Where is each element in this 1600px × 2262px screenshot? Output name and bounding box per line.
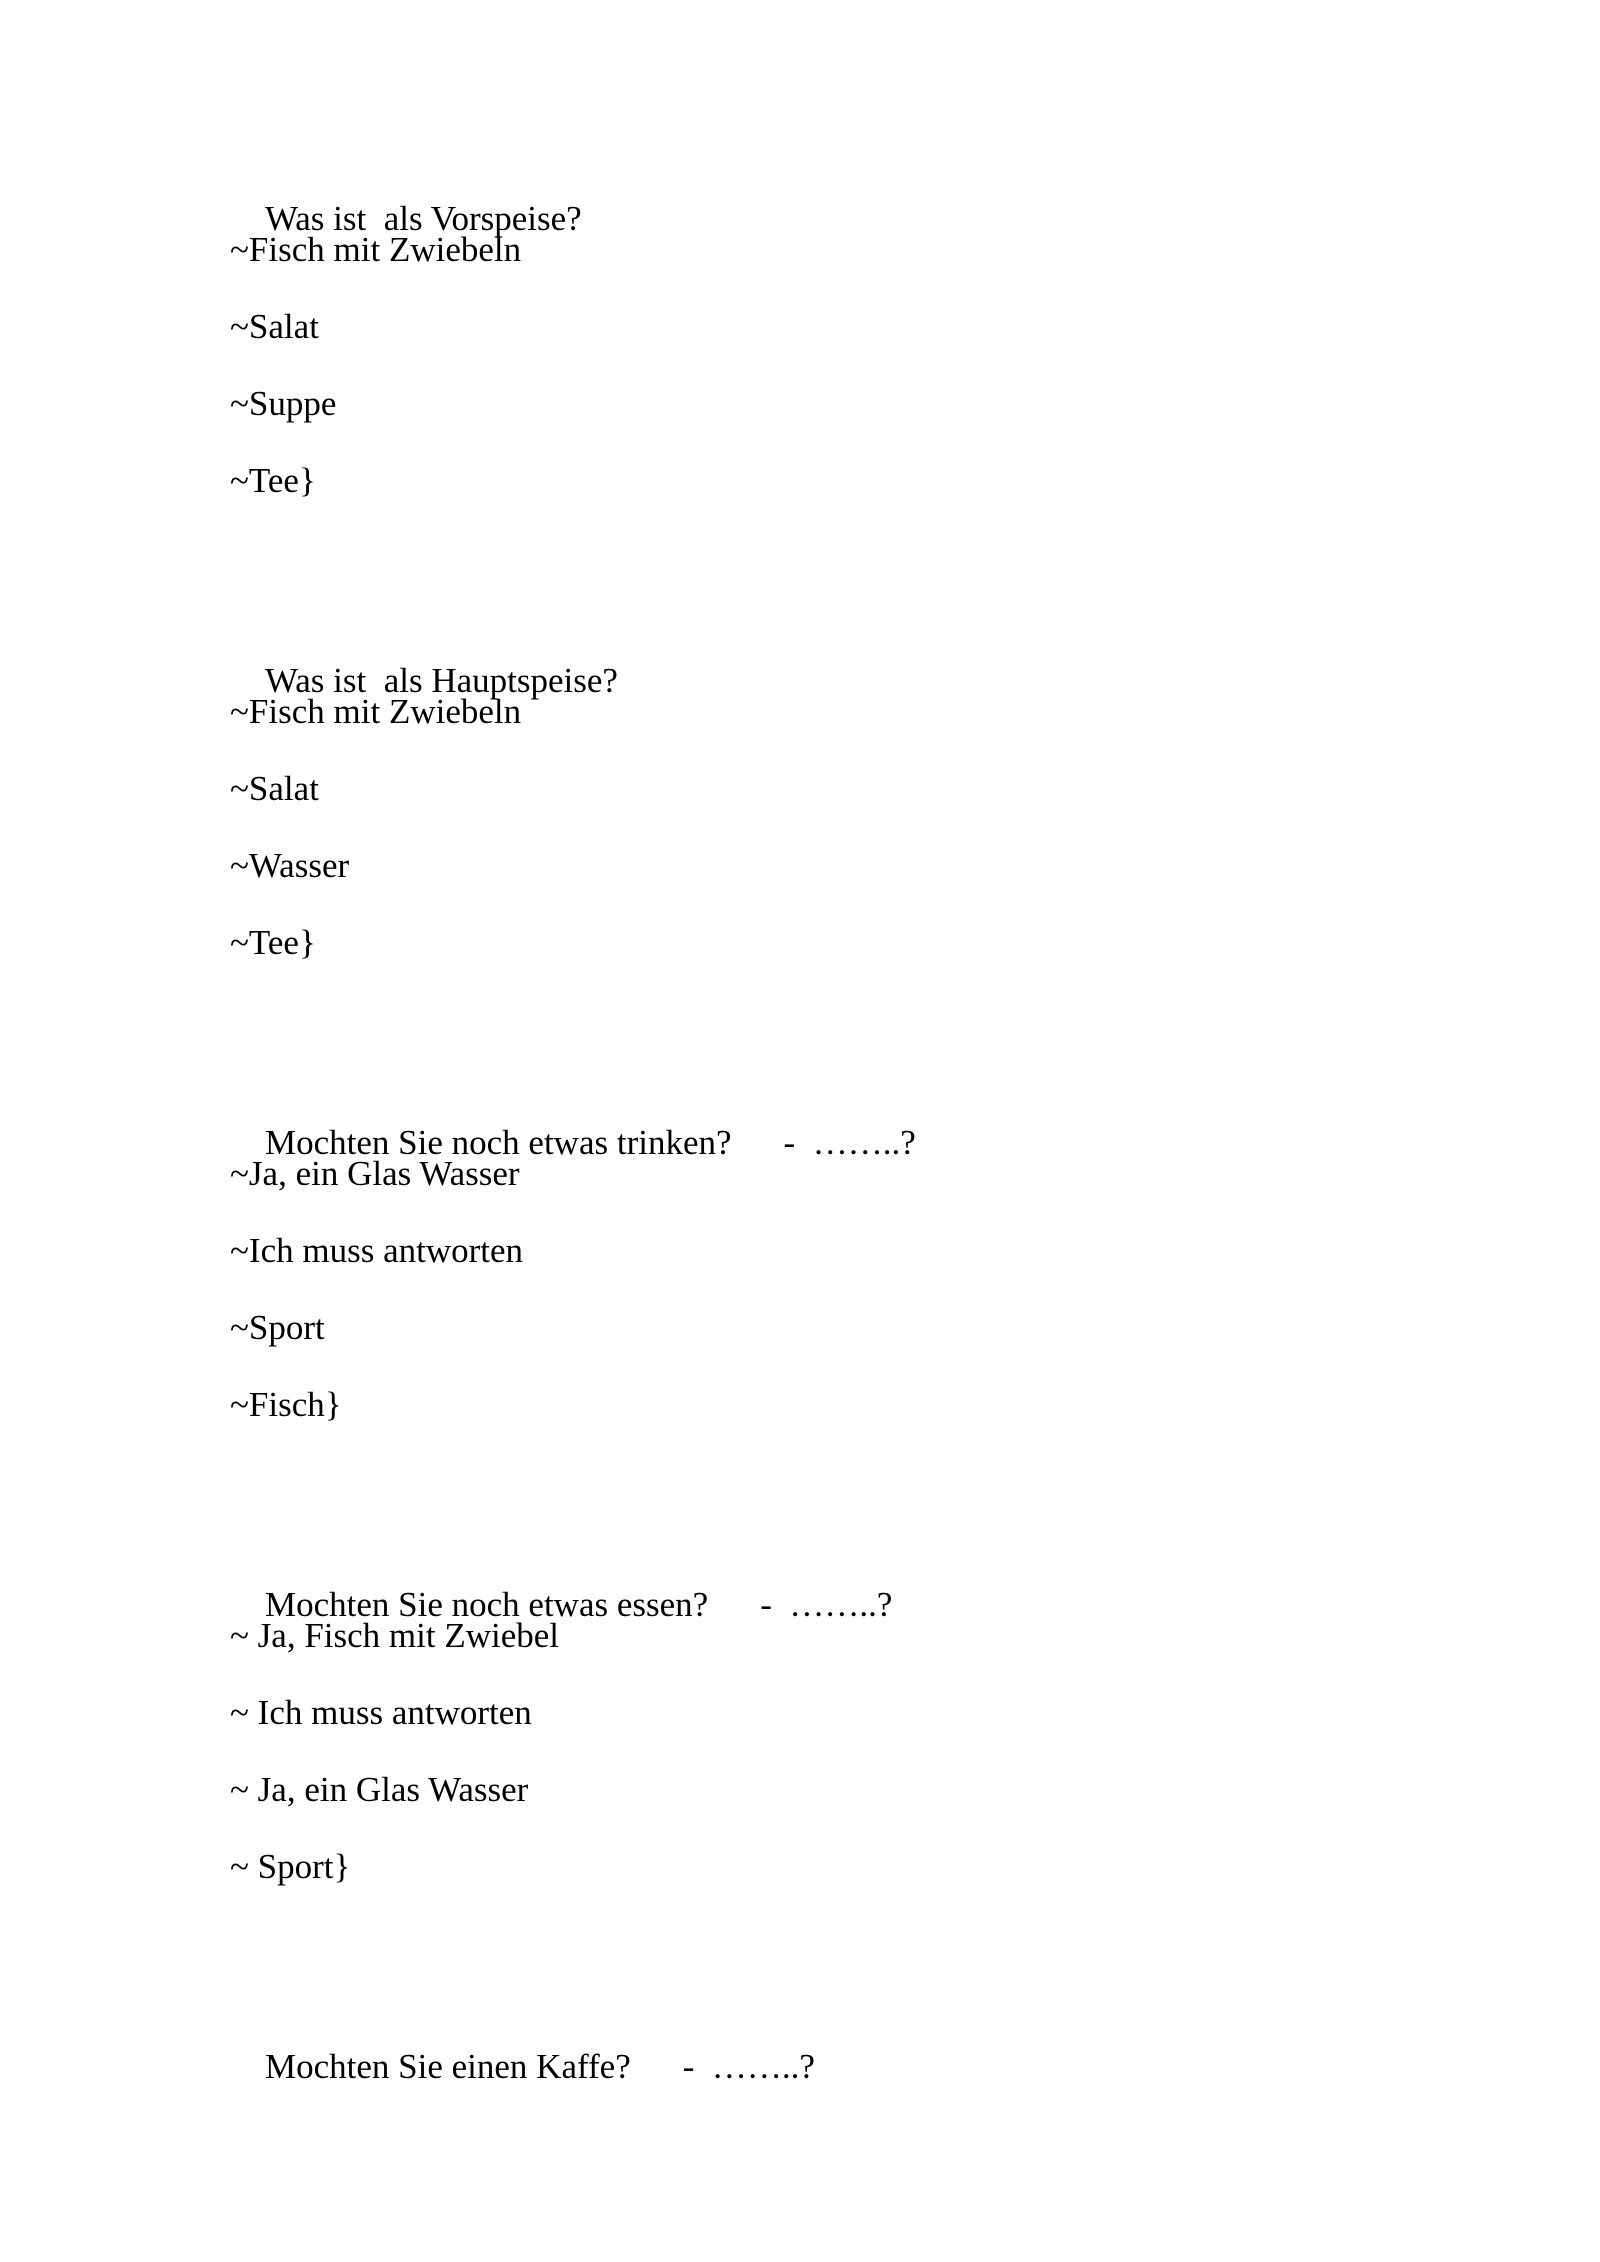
question-text: Mochten Sie noch etwas trinken? (265, 1123, 732, 1162)
question-text: Mochten Sie einen Kaffe? (265, 2047, 631, 2086)
answer-blank: - ……..? (682, 2047, 815, 2086)
spacer (230, 1459, 1430, 1536)
question-5 (230, 1998, 1430, 2086)
question-4 (230, 1536, 1430, 1624)
option: ~Wasser (230, 846, 350, 885)
option: ~Salat (230, 307, 319, 346)
spacer (230, 997, 1430, 1074)
option: ~Tee} (230, 461, 316, 500)
option: ~ Ja, Fisch mit Zwiebel (230, 1616, 560, 1655)
answer-blank: - ……..? (760, 1585, 893, 1624)
question-text: Was ist als Hauptspeise? (265, 661, 618, 700)
option: ~Ich muss antworten (230, 1231, 524, 1270)
spacer (230, 535, 1430, 612)
option: ~ Ich muss antworten (230, 1693, 532, 1732)
option: ~Suppe (230, 384, 337, 423)
option: ~Fisch} (230, 1385, 342, 1424)
question-2 (230, 612, 1430, 700)
option: ~Fisch mit Zwiebeln (230, 230, 522, 269)
option: ~Sport (230, 1308, 325, 1347)
document-page (230, 150, 1430, 2086)
option: ~ Sport} (230, 1847, 351, 1886)
question-text: Was ist als Vorspeise? (265, 199, 582, 238)
option: ~Fisch mit Zwiebeln (230, 692, 522, 731)
question-text: Mochten Sie noch etwas essen? (265, 1585, 709, 1624)
question-3 (230, 1074, 1430, 1162)
option: ~Tee} (230, 923, 316, 962)
question-1 (230, 150, 1430, 238)
spacer (230, 1921, 1430, 1998)
option: ~ Ja, ein Glas Wasser (230, 1770, 529, 1809)
answer-blank: - ……..? (783, 1123, 916, 1162)
option: ~Salat (230, 769, 319, 808)
option: ~Ja, ein Glas Wasser (230, 1154, 520, 1193)
